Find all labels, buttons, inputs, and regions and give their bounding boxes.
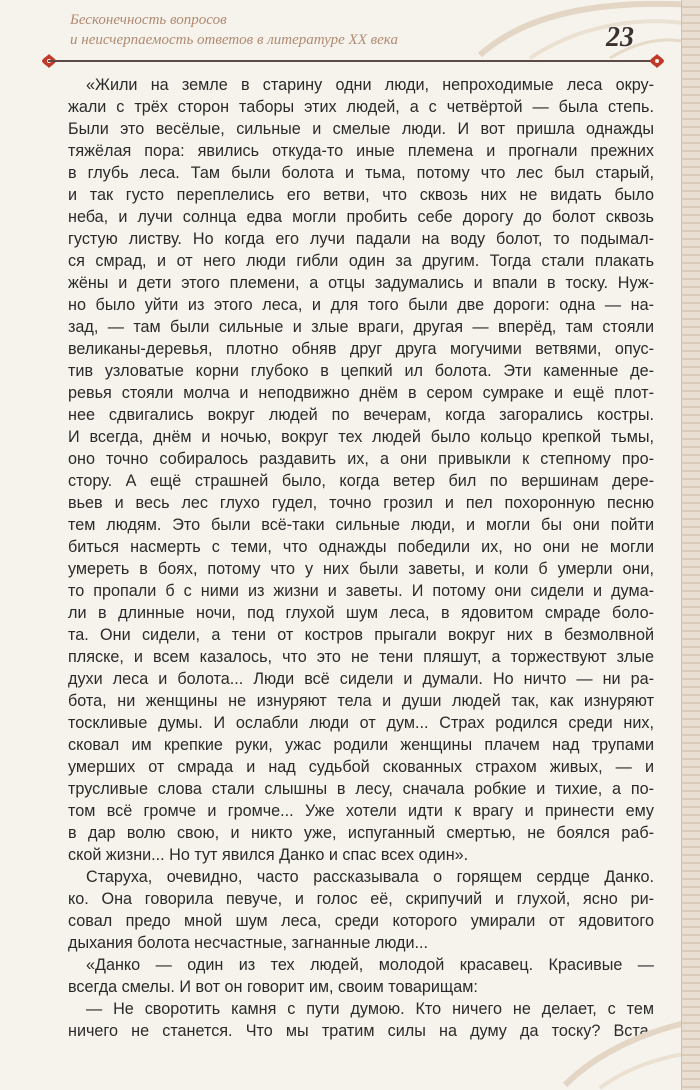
header-divider	[48, 60, 658, 62]
text-line: вьев и весь лес глухо гудел, точно грозил и пел похоронную песню	[68, 494, 654, 512]
text-line: том всё громче и громче... Уже хотели идти к врагу и принести ему	[68, 802, 654, 820]
text-line: тоскливые думы. И ослабли люди от дум... Страх родился среди них,	[68, 714, 654, 732]
text-line: умереть в боях, потому что у них были заветы, и коли б умерли они,	[68, 560, 654, 578]
text-line: ли в длинные ночи, под глухой шум леса, в ядовитом смраде боло-	[68, 604, 654, 622]
text-line: тив узловатые корни глубоко в цепкий ил болота. Эти каменные де-	[68, 362, 654, 380]
text-line: Были это весёлые, сильные и смелые люди. И вот пришла однажды	[68, 120, 654, 138]
text-line: совал предо мной шум леса, среди которого умирали от ядовитого	[68, 912, 654, 930]
text-line: в глубь леса. Там были болота и тьма, потому что лес был старый,	[68, 164, 654, 182]
text-line: биться насмерть с теми, что однажды победили их, но они не могли	[68, 538, 654, 556]
text-line: — Не своротить камня с пути думою. Кто ничего не делает, с тем	[86, 1000, 654, 1018]
text-line: но было уйти из этого леса, и для того были две дороги: одна — на-	[68, 296, 654, 314]
text-line: ской жизни... Но тут явился Данко и спас всех один».	[68, 846, 469, 864]
text-line: всегда смелы. И вот он говорит им, своим товарищам:	[68, 978, 478, 996]
text-line: жёны и дети этого племени, а отцы задумались и впали в тоску. Нуж-	[68, 274, 654, 292]
text-line: «Жили на земле в старину одни люди, непроходимые леса окру-	[86, 76, 654, 94]
text-line: великаны-деревья, плотно обняв друг друга могучими ветвями, опус-	[68, 340, 654, 358]
tulip-ornament-right-icon	[648, 52, 666, 70]
decorative-swirl-bottom	[560, 990, 700, 1090]
text-line: стору. А ещё страшней было, когда ветер бил по вершинам дере-	[68, 472, 654, 490]
text-line: нее сдвигались вокруг людей по вечерам, когда загорались костры.	[68, 406, 654, 424]
text-line: тем людям. Это были всё-таки сильные люди, и могли бы они пойти	[68, 516, 654, 534]
text-line: ся смрад, и от него люди гибли один за другим. Тогда стали плакать	[68, 252, 654, 270]
page-number: 23	[606, 22, 634, 53]
text-line: ничего не станется. Что мы тратим силы на думу да тоску? Вста-	[68, 1022, 654, 1040]
text-line: зад, — там были сильные и злые враги, другая — вперёд, там стояли	[68, 318, 654, 336]
running-header	[70, 10, 590, 50]
header-title-line1: Бесконечность вопросов	[70, 12, 227, 28]
text-line: дыхания болота несчастные, загнанные люди...	[68, 934, 429, 952]
text-line: И всегда, днём и ночью, вокруг тех людей было кольцо крепкой тьмы,	[68, 428, 654, 446]
text-line: бота, ни женщины не изнуряют тела и души людей так, как изнуряют	[68, 692, 654, 710]
text-line: неба, и лучи солнца едва могли пробить себе дорогу до болот сквозь	[68, 208, 654, 226]
text-line: сковал им крепкие руки, ужас родили женщины плачем над трупами	[68, 736, 654, 754]
text-line: Старуха, очевидно, часто рассказывала о горящем сердце Данко.	[86, 868, 654, 886]
page-edge-border	[681, 0, 700, 1090]
text-line: и так густо переплелись его ветви, что сквозь них не видать было	[68, 186, 654, 204]
text-line: ревья стояли молча и неподвижно днём в сером сумраке и ещё плот-	[68, 384, 654, 402]
text-line: то пропали б с ними из жизни и заветы. И потому они сидели и дума-	[68, 582, 654, 600]
text-line: густую листву. Но когда его лучи падали на воду болот, то подымал-	[68, 230, 654, 248]
text-line: духи леса и болота... Люди всё сидели и думали. Но ничто — ни ра-	[68, 670, 654, 688]
text-line: умерших от смрада и над судьбой скованных страхом живых, — и	[68, 758, 654, 776]
body-text	[68, 74, 654, 1042]
text-line: та. Они сидели, а тени от костров прыгали вокруг них в безмолвной	[68, 626, 654, 644]
text-line: оно точно собиралось раздавить их, а они привыкли к степному про-	[68, 450, 654, 468]
text-line: «Данко — один из тех людей, молодой красавец. Красивые —	[86, 956, 654, 974]
text-line: ко. Она говорила певуче, и голос её, скрипучий и глухой, ясно ри-	[68, 890, 654, 908]
text-line: жали с трёх сторон таборы этих людей, а с четвёртой — была степь.	[68, 98, 654, 116]
text-line: в дар волю свою, и никто уже, испуганный смертью, не боялся раб-	[68, 824, 654, 842]
text-line: трусливые слова стали слышны в лесу, сначала робкие и тихие, а по-	[68, 780, 654, 798]
text-line: тяжёлая пора: явились откуда-то иные племена и прогнали прежних	[68, 142, 654, 160]
header-title-line2: и неисчерпаемость ответов в литературе XX века	[70, 32, 398, 48]
text-line: пляске, и всем казалось, что это не тени пляшут, а торжествуют злые	[68, 648, 654, 666]
